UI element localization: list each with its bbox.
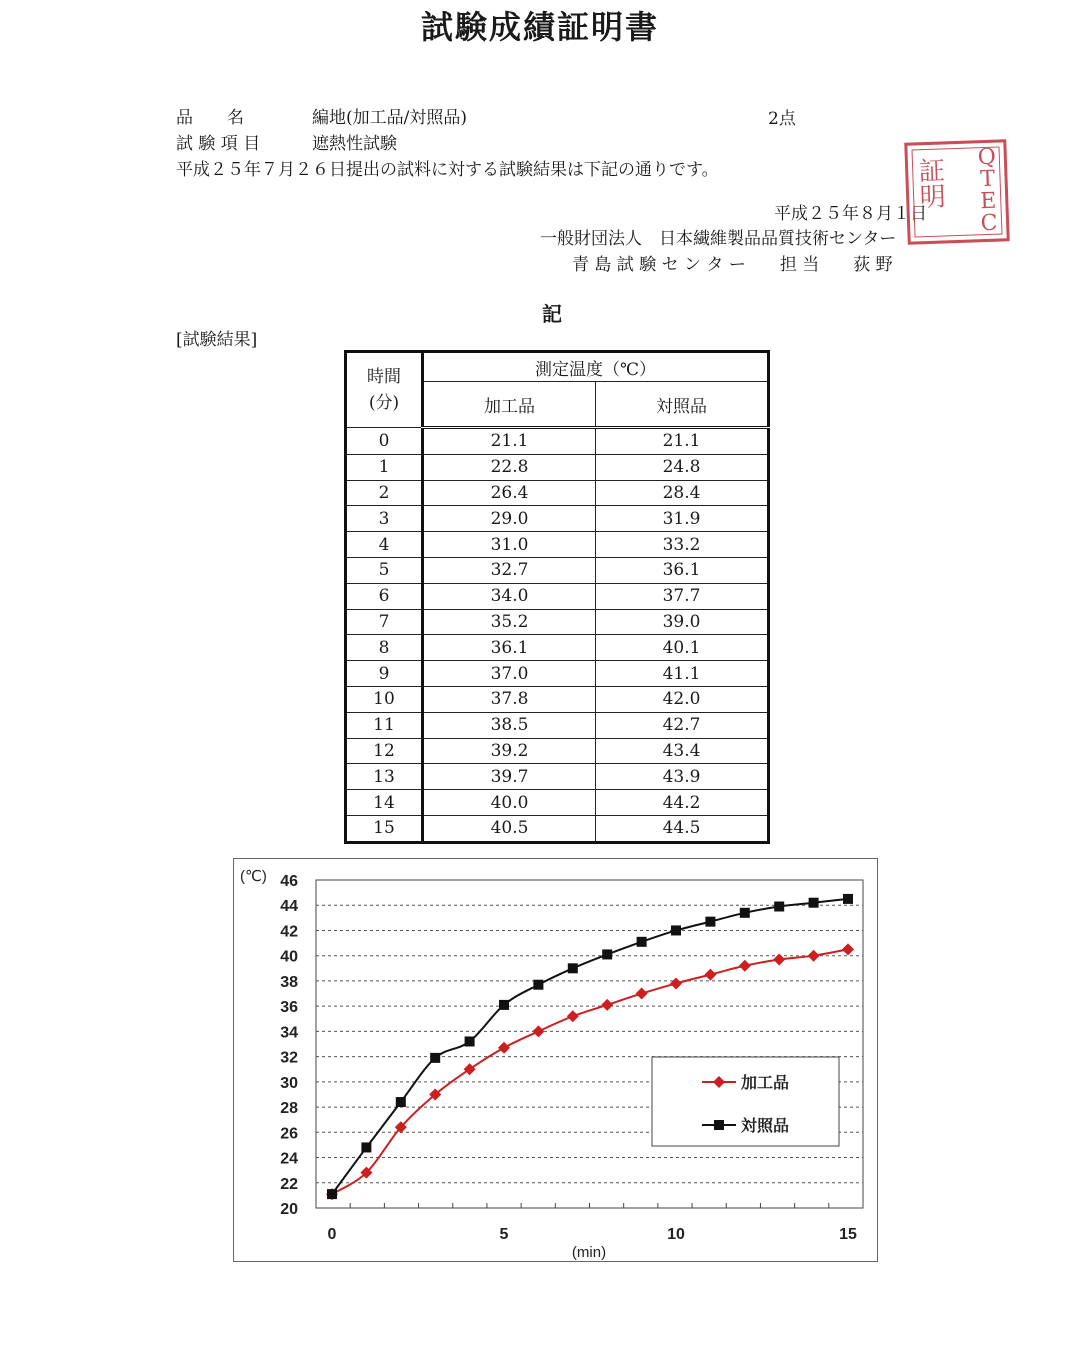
square-marker-icon — [774, 901, 784, 911]
time-cell: 7 — [346, 609, 423, 635]
square-marker-icon — [430, 1053, 440, 1063]
x-axis-label: (min) — [571, 1244, 607, 1261]
control-cell: 41.1 — [596, 661, 769, 687]
issuer-branch-person: 青 島 試 験 セ ン タ ー 担 当 荻 野 — [572, 255, 893, 275]
time-cell: 13 — [346, 764, 423, 790]
square-marker-icon — [637, 937, 647, 947]
y-tick-label: 38 — [280, 973, 298, 991]
treated-cell: 29.0 — [423, 506, 596, 532]
control-cell: 44.5 — [596, 815, 769, 842]
control-cell: 31.9 — [596, 506, 769, 532]
x-tick-label: 5 — [499, 1226, 509, 1243]
time-cell: 9 — [346, 661, 423, 687]
results-table — [344, 350, 770, 844]
y-tick-label: 30 — [280, 1074, 298, 1092]
table-row — [346, 815, 769, 842]
y-tick-label: 24 — [280, 1150, 298, 1168]
x-tick-label: 0 — [327, 1226, 337, 1243]
y-tick-label: 42 — [280, 923, 298, 941]
table-row — [346, 480, 769, 506]
header-treated: 加工品 — [423, 382, 596, 428]
treated-cell: 39.2 — [423, 738, 596, 764]
seal-logo-text: QTEC — [977, 144, 998, 237]
table-row — [346, 661, 769, 687]
issuer-organization: 一般財団法人 日本繊維製品品質技術センター — [540, 229, 897, 249]
test-item-value: 遮熱性試験 — [312, 134, 397, 154]
square-marker-icon — [809, 898, 819, 908]
section-mark: 記 — [542, 302, 562, 326]
table-row — [346, 506, 769, 532]
treated-cell: 36.1 — [423, 635, 596, 661]
time-cell: 1 — [346, 454, 423, 480]
y-tick-label: 44 — [280, 898, 298, 916]
header-time-line1: 時間 — [367, 367, 401, 387]
official-seal-stamp — [904, 139, 1009, 244]
product-name-value: 編地(加工品/対照品) — [312, 108, 467, 128]
header-time — [346, 352, 423, 428]
square-marker-icon — [499, 1000, 509, 1010]
control-cell: 43.9 — [596, 764, 769, 790]
header-control: 対照品 — [596, 382, 769, 428]
treated-cell: 37.8 — [423, 686, 596, 712]
table-row — [346, 712, 769, 738]
sample-count: 2点 — [768, 109, 796, 129]
time-cell: 6 — [346, 583, 423, 609]
time-cell: 5 — [346, 557, 423, 583]
x-tick-label: 15 — [839, 1226, 857, 1243]
product-name-label: 品 名 — [176, 108, 244, 128]
square-marker-icon — [740, 908, 750, 918]
square-marker-icon — [465, 1036, 475, 1046]
y-tick-label: 22 — [280, 1175, 298, 1193]
y-tick-label: 32 — [280, 1049, 298, 1067]
square-marker-icon — [671, 925, 681, 935]
test-item-label: 試 験 項 目 — [176, 134, 261, 154]
time-cell: 3 — [346, 506, 423, 532]
x-tick-label: 10 — [667, 1226, 685, 1243]
time-cell: 10 — [346, 686, 423, 712]
y-axis-label: (℃) — [240, 868, 267, 885]
square-marker-icon — [568, 963, 578, 973]
y-tick-label: 20 — [280, 1201, 298, 1218]
y-tick-label: 40 — [280, 948, 298, 966]
control-cell: 24.8 — [596, 454, 769, 480]
table-row — [346, 686, 769, 712]
table-row — [346, 454, 769, 480]
time-cell: 2 — [346, 480, 423, 506]
treated-cell: 22.8 — [423, 454, 596, 480]
table-row — [346, 635, 769, 661]
issue-date: 平成２５年８月１日 — [774, 204, 927, 224]
table-row — [346, 790, 769, 816]
legend-label: 加工品 — [741, 1075, 790, 1092]
document-title: 試験成績証明書 — [420, 8, 659, 46]
y-tick-label: 46 — [280, 873, 298, 890]
treated-cell: 35.2 — [423, 609, 596, 635]
square-marker-icon — [533, 980, 543, 990]
table-row — [346, 532, 769, 558]
control-cell: 36.1 — [596, 557, 769, 583]
y-tick-label: 34 — [280, 1024, 298, 1042]
treated-cell: 40.5 — [423, 815, 596, 842]
control-cell: 44.2 — [596, 790, 769, 816]
treated-cell: 31.0 — [423, 532, 596, 558]
results-label: [試験結果] — [176, 330, 258, 350]
treated-cell: 26.4 — [423, 480, 596, 506]
time-cell: 11 — [346, 712, 423, 738]
time-cell: 0 — [346, 428, 423, 455]
control-cell: 43.4 — [596, 738, 769, 764]
y-tick-label: 26 — [280, 1125, 298, 1143]
control-cell: 33.2 — [596, 532, 769, 558]
control-cell: 28.4 — [596, 480, 769, 506]
seal-characters: 証明 — [913, 156, 946, 210]
plot-area — [316, 880, 863, 1208]
square-marker-icon — [327, 1189, 337, 1199]
control-cell: 39.0 — [596, 609, 769, 635]
time-cell: 15 — [346, 815, 423, 842]
control-cell: 40.1 — [596, 635, 769, 661]
control-cell: 21.1 — [596, 428, 769, 455]
square-marker-icon — [361, 1142, 371, 1152]
table-row — [346, 738, 769, 764]
time-cell: 12 — [346, 738, 423, 764]
y-tick-label: 36 — [280, 999, 298, 1017]
chart-canvas — [234, 859, 879, 1263]
square-marker-icon — [705, 917, 715, 927]
y-tick-label: 28 — [280, 1100, 298, 1118]
treated-cell: 38.5 — [423, 712, 596, 738]
treated-cell: 37.0 — [423, 661, 596, 687]
square-marker-icon — [843, 894, 853, 904]
control-cell: 37.7 — [596, 583, 769, 609]
control-cell: 42.7 — [596, 712, 769, 738]
time-cell: 14 — [346, 790, 423, 816]
time-cell: 4 — [346, 532, 423, 558]
legend-label: 対照品 — [741, 1118, 790, 1135]
temperature-chart — [233, 858, 878, 1262]
header-time-line2: (分) — [368, 393, 400, 413]
table-row — [346, 583, 769, 609]
table-row — [346, 609, 769, 635]
treated-cell: 21.1 — [423, 428, 596, 455]
table-row — [346, 764, 769, 790]
time-cell: 8 — [346, 635, 423, 661]
treated-cell: 32.7 — [423, 557, 596, 583]
square-marker-icon — [602, 949, 612, 959]
square-marker-icon — [396, 1097, 406, 1107]
table-row — [346, 557, 769, 583]
table-row — [346, 428, 769, 455]
square-marker-icon — [714, 1120, 724, 1130]
control-cell: 42.0 — [596, 686, 769, 712]
statement-text: 平成２５年７月２６日提出の試料に対する試験結果は下記の通りです。 — [176, 160, 719, 180]
treated-cell: 34.0 — [423, 583, 596, 609]
treated-cell: 40.0 — [423, 790, 596, 816]
treated-cell: 39.7 — [423, 764, 596, 790]
header-measured-temperature: 測定温度（℃） — [423, 352, 769, 382]
